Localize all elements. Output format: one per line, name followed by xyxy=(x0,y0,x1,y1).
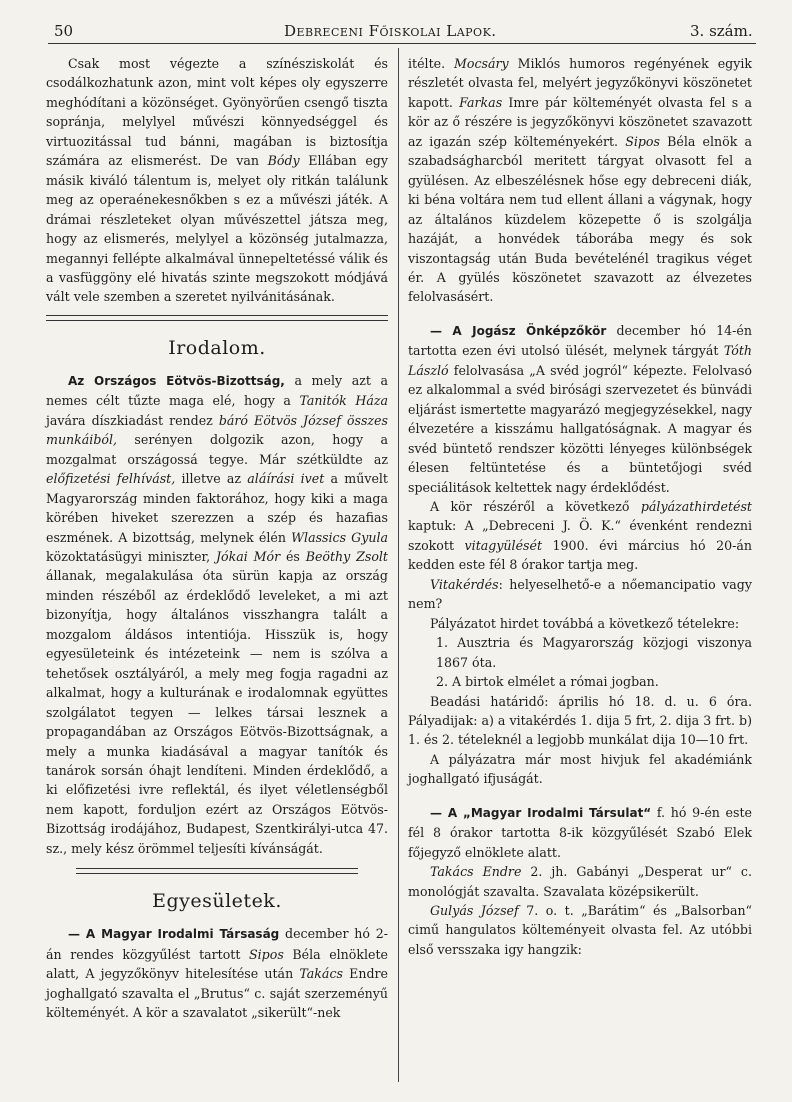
section-rule xyxy=(46,315,388,321)
theatre-review-paragraph: Csak most végezte a színésziskolát és csodálkozhatunk azon, mint volt képes oly egyszerre meghódítani a közönséget. Gyönyörűen csengő tiszta sopránja, melylyel művészi könnyedséggel és virtuozitással tud bánni, magában is biztosítja számára az elismerést. De van Bódy Ellában egy másik kiváló tálentum is, melyet oly ritkán találunk meg az operaénekesnőkben s ez a művészi játék. A drámai részleteket olyan művészettel játsza meg, hogy az elismerés, melylyel a közönség jutalmazza, megannyi fellépte alkalmával ünnepeltetéssé válik és a vasfüggöny elé hivatás szinte megszokott módjává vált vele szemben a szeretet nyilvánitásának. xyxy=(46,56,388,305)
journal-title: Debreceni Főiskolai Lapok. xyxy=(284,22,497,40)
felhivas-paragraph: A pályázatra már most hivjuk fel akadémiánk joghallgató ifjuságát. xyxy=(408,751,752,787)
list-item: 1. Ausztria és Magyarország közjogi viszonya 1867 óta. xyxy=(436,635,752,670)
jogasz-onkepzokor-paragraph: — A Jogász Önképzőkör december hó 14-én tartotta ezen évi utolsó ülését, melynek tárgyát Tóth László felolvasása „A svéd jogról“ képezte. Felolvasó ez alkalommal a svéd birósági szervezetet és bünvádi eljárást ismertette magyarázó megjegyzésekkel, nagy élvezetére a kisszámu hallgatóságnak. A magyar és svéd büntető rendszer közötti lényeges különbségek élesen feltüntetése és a büntetőjogi svéd speciálitások keltettek nagy érdeklődést. xyxy=(408,322,752,495)
irodalom-heading: Irodalom. xyxy=(168,336,266,359)
header-rule xyxy=(48,43,756,44)
tarsasag-continued-paragraph: itélte. Mocsáry Miklós humoros regényének egyik részletét olvasta fel, melyért jegyzőkönyvi köszönetet kapott. Farkas Imre pár költeményét olvasta fel s a kör az ő részére is jegyzőkönyvi köszönetet szavazott az igazán szép költeményekért. Sipos Béla elnök a szabadságharcból meritett tárgyat olvasott fel a gyülésen. Az elbeszélésnek hőse egy debreceni diák, ki béna voltára nem tud ellent állani a vágynak, hogy az általános küzdelem közepette ő is szolgálja hazáját, a honvédek táborába megy és sok viszontagság után Buda bevételénél tragikus véget ér. A gyülés köszönetet szavazott az élvezetes felolvasásért. xyxy=(408,56,752,305)
takacs-paragraph: Takács Endre 2. jh. Gabányi „Desperat ur“ c. monológját szavalta. Szavalata középsikerült. xyxy=(408,864,752,899)
column-divider xyxy=(398,48,399,1082)
vitakerdes-paragraph: Vitakérdés: helyeselhető-e a nőemancipatio vagy nem? xyxy=(408,576,752,612)
section-rule xyxy=(76,868,358,874)
list-item: 2. A birtok elmélet a római jogban. xyxy=(436,674,659,690)
palyazat-paragraph: A kör részéről a következő pályázathirdetést kaptuk: A „Debreceni J. Ö. K.“ évenként rendezni szokott vitagyülését 1900. évi március hó 20-án kedden este fél 8 órakor tartja meg. xyxy=(408,498,752,573)
issue-number: 3. szám. xyxy=(690,22,753,40)
egyesuletek-heading: Egyesületek. xyxy=(152,890,282,913)
irodalmi-tarsasag-paragraph: — A Magyar Irodalmi Társaság december hó 2-án rendes közgyűlést tartott Sipos Béla elnöklete alatt, A jegyzőkönyv hitelesítése után Takács Endre joghallgató szavalta el „Brutus“ c. saját szerzeményű költeményét. A kör a szavalatot „sikerült“-nek xyxy=(46,926,389,1021)
eotvos-paragraph: Az Országos Eötvös-Bizottság, a mely azt a nemes célt tűzte maga elé, hogy a Tanitók Háza javára díszkiadást rendez báró Eötvös József összes munkáiból, serényen dolgozik azon, hogy a mozgalmat országossá tegye. Már szétküldte az előfizetési felhívást, illetve az aláírási ivet a művelt Magyarország minden faktorához, hogy kiki a maga körében hiveket szerezzen a szép és hazafias eszmének. A bizottság, melynek élén Wlassics Gyula közoktatásügyi miniszter, Jókai Mór és Beöthy Zsolt állanak, megalakulása óta sürün kapja az ország minden részéből az érdeklődő leveleket, a mi azt bizonyítja, hogy általános visszhangra talált a mozgalom áldásos intentiója. Hisszük is, hogy egyesületeink és intézeteink — nem is szólva a tehetősek osztályáról, a mely meg fogja ragadni az alkalmat, hogy a kulturának e irodalomnak együttes szolgálatot tegyen — lelkes társai lesznek a propagandában az Országos Eötvös-Bizottságnak, a mely a munka kiadásával a magyar tanítók és tanárok sorsán óhajt lendíteni. Minden érdeklődő, a ki előfizetési ivre reflektál, és ilyet véletlenségből nem kapott, forduljon ezért az Országos Eötvös-Bizottság irodájához, Budapest, Szentkirályi-utca 47. sz., mely kész örömmel teljesíti kívánságát. xyxy=(46,372,389,856)
gulyas-paragraph: Gulyás József 7. o. t. „Barátim“ és „Balsorban“ cimű hangulatos költeményeit olvasta fel. Az utóbbi első versszaka igy hangzik: xyxy=(408,903,752,957)
magyar-irodalmi-tarsulat-paragraph: — A „Magyar Irodalmi Társulat“ f. hó 9-én este fél 8 órakor tartotta 8-ik közgyűlését Szabó Elek főjegyző elnöklete alatt. xyxy=(408,804,752,860)
page-header xyxy=(0,0,792,44)
left-column xyxy=(46,54,388,1022)
hatarido-paragraph: Beadási határidő: április hó 18. d. u. 6 óra. Pályadijak: a) a vitakérdés 1. dija 5 frt, 2. dija 3 frt. b) 1. és 2. tételeknél a legjobb munkálat dija 10—10 frt. xyxy=(408,693,752,748)
right-column xyxy=(408,54,752,959)
tetelek-paragraph: Pályázatot hirdet továbbá a következő tételekre: xyxy=(430,615,740,631)
page-number: 50 xyxy=(54,22,74,40)
